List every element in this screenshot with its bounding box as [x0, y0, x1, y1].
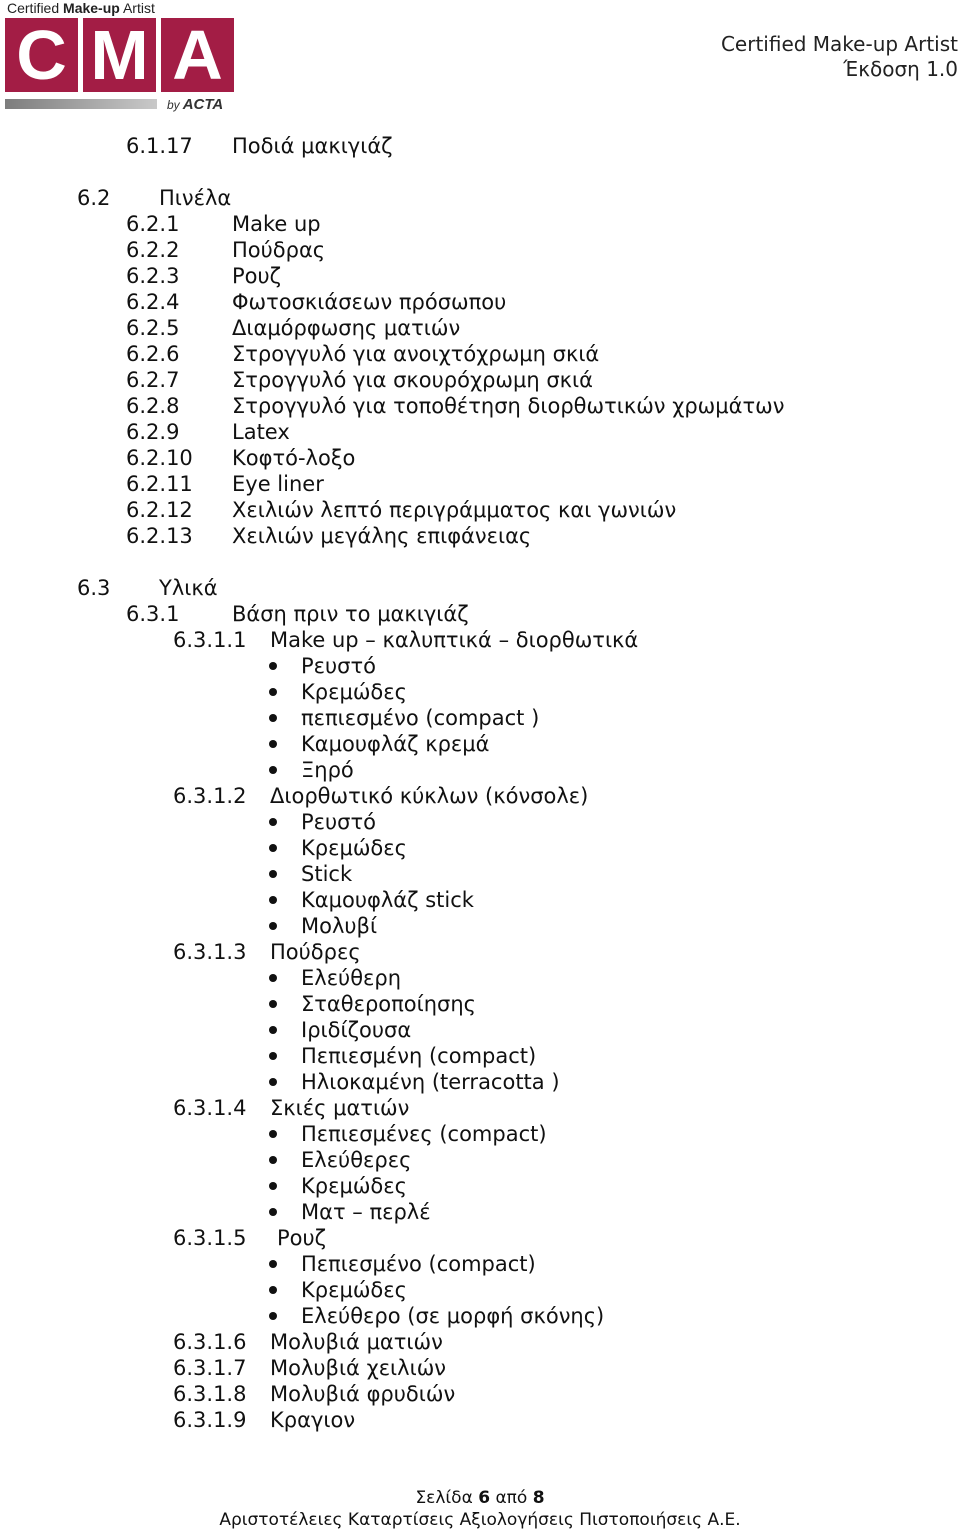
outline-number: 6.3.1.2 — [173, 784, 247, 808]
outline-number: 6.3.1.4 — [173, 1096, 247, 1120]
bullet-item: Stick — [301, 862, 353, 886]
bullet-dot — [269, 896, 277, 904]
outline-text: Φωτοσκιάσεων πρόσωπου — [232, 290, 507, 314]
outline-text: Χειλιών λεπτό περιγράμματος και γωνιών — [232, 498, 677, 522]
logo-caption: Certified Make-up Artist — [7, 0, 155, 16]
outline-number: 6.2.7 — [126, 368, 180, 392]
outline-number: 6.3.1 — [126, 602, 180, 626]
outline-number: 6.3.1.8 — [173, 1382, 247, 1406]
outline-number: 6.2.10 — [126, 446, 193, 470]
bullet-dot — [269, 740, 277, 748]
outline-text: Βάση πριν το μακιγιάζ — [232, 602, 469, 626]
document-header — [721, 32, 958, 82]
outline-number: 6.2.8 — [126, 394, 180, 418]
bullet-item: Ματ – περλέ — [301, 1200, 431, 1224]
outline-number: 6.2.1 — [126, 212, 180, 236]
bullet-item: Καμουφλάζ κρεμά — [301, 732, 490, 756]
outline-number: 6.3.1.6 — [173, 1330, 247, 1354]
bullet-dot — [269, 1052, 277, 1060]
bullet-item: Πεπιεσμένο (compact) — [301, 1252, 536, 1276]
section-number: 6.2 — [77, 186, 111, 210]
outline-number: 6.3.1.9 — [173, 1408, 247, 1432]
bullet-dot — [269, 1312, 277, 1320]
outline-number: 6.3.1.7 — [173, 1356, 247, 1380]
bullet-item: Σταθεροποίησης — [301, 992, 476, 1016]
outline-number: 6.2.11 — [126, 472, 193, 496]
logo-letter-m: M — [83, 18, 156, 92]
section-number: 6.3 — [77, 576, 111, 600]
outline-text: Make up – καλυπτικά – διορθωτικά — [270, 628, 639, 652]
outline-text: Latex — [232, 420, 290, 444]
bullet-dot — [269, 974, 277, 982]
bullet-dot — [269, 1182, 277, 1190]
outline-number: 6.2.4 — [126, 290, 180, 314]
bullet-item: Ελεύθερη — [301, 966, 402, 990]
bullet-item: Κρεμώδες — [301, 836, 407, 860]
outline-text: Στρογγυλό για ανοιχτόχρωμη σκιά — [232, 342, 600, 366]
outline-text: Κραγιον — [270, 1408, 356, 1432]
bullet-item: Πεπιεσμένη (compact) — [301, 1044, 537, 1068]
outline-number: 6.2.6 — [126, 342, 180, 366]
outline-text: Στρογγυλό για σκουρόχρωμη σκιά — [232, 368, 593, 392]
bullet-item: Καμουφλάζ stick — [301, 888, 474, 912]
section-title: Υλικά — [159, 576, 218, 600]
outline-text: Στρογγυλό για τοποθέτηση διορθωτικών χρωμάτων — [232, 394, 785, 418]
bullet-dot — [269, 1260, 277, 1268]
bullet-dot — [269, 870, 277, 878]
outline-text: Πούδρας — [232, 238, 326, 262]
bullet-dot — [269, 766, 277, 774]
outline-text: Κοφτό-λοξο — [232, 446, 356, 470]
outline-text: Πούδρες — [270, 940, 361, 964]
logo-bar — [5, 99, 157, 109]
outline-text: Eye liner — [232, 472, 324, 496]
bullet-dot — [269, 1286, 277, 1294]
bullet-item: Ρευστό — [301, 654, 376, 678]
bullet-item: πεπιεσμένο (compact ) — [301, 706, 540, 730]
bullet-item: Ελεύθερες — [301, 1148, 412, 1172]
outline-number: 6.2.13 — [126, 524, 193, 548]
bullet-item: Ηλιοκαμένη (terracotta ) — [301, 1070, 560, 1094]
bullet-dot — [269, 1208, 277, 1216]
outline-text: Μολυβιά χειλιών — [270, 1356, 447, 1380]
bullet-item: Κρεμώδες — [301, 680, 407, 704]
outline-text: Ποδιά μακιγιάζ — [232, 134, 393, 158]
outline-text: Μολυβιά ματιών — [270, 1330, 443, 1354]
outline-number: 6.2.5 — [126, 316, 180, 340]
outline-number: 6.1.17 — [126, 134, 193, 158]
company-footer: Αριστοτέλειες Καταρτίσεις Αξιολογήσεις Πιστοποιήσεις Α.Ε. — [219, 1510, 741, 1530]
outline-text: Σκιές ματιών — [270, 1096, 410, 1120]
bullet-dot — [269, 688, 277, 696]
bullet-dot — [269, 844, 277, 852]
outline-number: 6.3.1.5 — [173, 1226, 247, 1250]
outline-text: Ρουζ — [232, 264, 282, 288]
outline-number: 6.3.1.1 — [173, 628, 247, 652]
outline-number: 6.2.2 — [126, 238, 180, 262]
page-number: Σελίδα 6 από 8 — [415, 1488, 545, 1508]
outline-text: Διορθωτικό κύκλων (κόνσολε) — [270, 784, 589, 808]
outline-text: Make up — [232, 212, 321, 236]
bullet-item: Μολυβί — [301, 914, 378, 938]
bullet-dot — [269, 818, 277, 826]
bullet-dot — [269, 1026, 277, 1034]
outline-number: 6.3.1.3 — [173, 940, 247, 964]
logo-letter-c: C — [5, 18, 78, 92]
bullet-dot — [269, 1000, 277, 1008]
outline-text: Χειλιών μεγάλης επιφάνειας — [232, 524, 532, 548]
cma-logo — [5, 0, 240, 118]
bullet-dot — [269, 1156, 277, 1164]
outline-number: 6.2.3 — [126, 264, 180, 288]
header-version: Έκδοση 1.0 — [843, 57, 958, 81]
outline-number: 6.2.12 — [126, 498, 193, 522]
outline-text: Μολυβιά φρυδιών — [270, 1382, 456, 1406]
bullet-item: Ιριδίζουσα — [301, 1018, 412, 1042]
bullet-item: Κρεμώδες — [301, 1174, 407, 1198]
bullet-dot — [269, 1130, 277, 1138]
outline-number: 6.2.9 — [126, 420, 180, 444]
outline-text: Διαμόρφωσης ματιών — [232, 316, 461, 340]
header-title: Certified Make-up Artist — [720, 32, 958, 56]
logo-by-acta: by ACTA — [167, 96, 224, 113]
bullet-dot — [269, 1078, 277, 1086]
bullet-dot — [269, 714, 277, 722]
bullet-item: Ελεύθερο (σε μορφή σκόνης) — [301, 1304, 605, 1328]
bullet-item: Πεπιεσμένες (compact) — [301, 1122, 547, 1146]
bullet-item: Κρεμώδες — [301, 1278, 407, 1302]
bullet-dot — [269, 922, 277, 930]
bullet-item: Ρευστό — [301, 810, 376, 834]
bullet-item: Ξηρό — [301, 758, 354, 782]
section-title: Πινέλα — [159, 186, 232, 210]
logo-letter-a: A — [161, 18, 234, 92]
bullet-dot — [269, 662, 277, 670]
outline-text: Ρουζ — [277, 1226, 327, 1250]
